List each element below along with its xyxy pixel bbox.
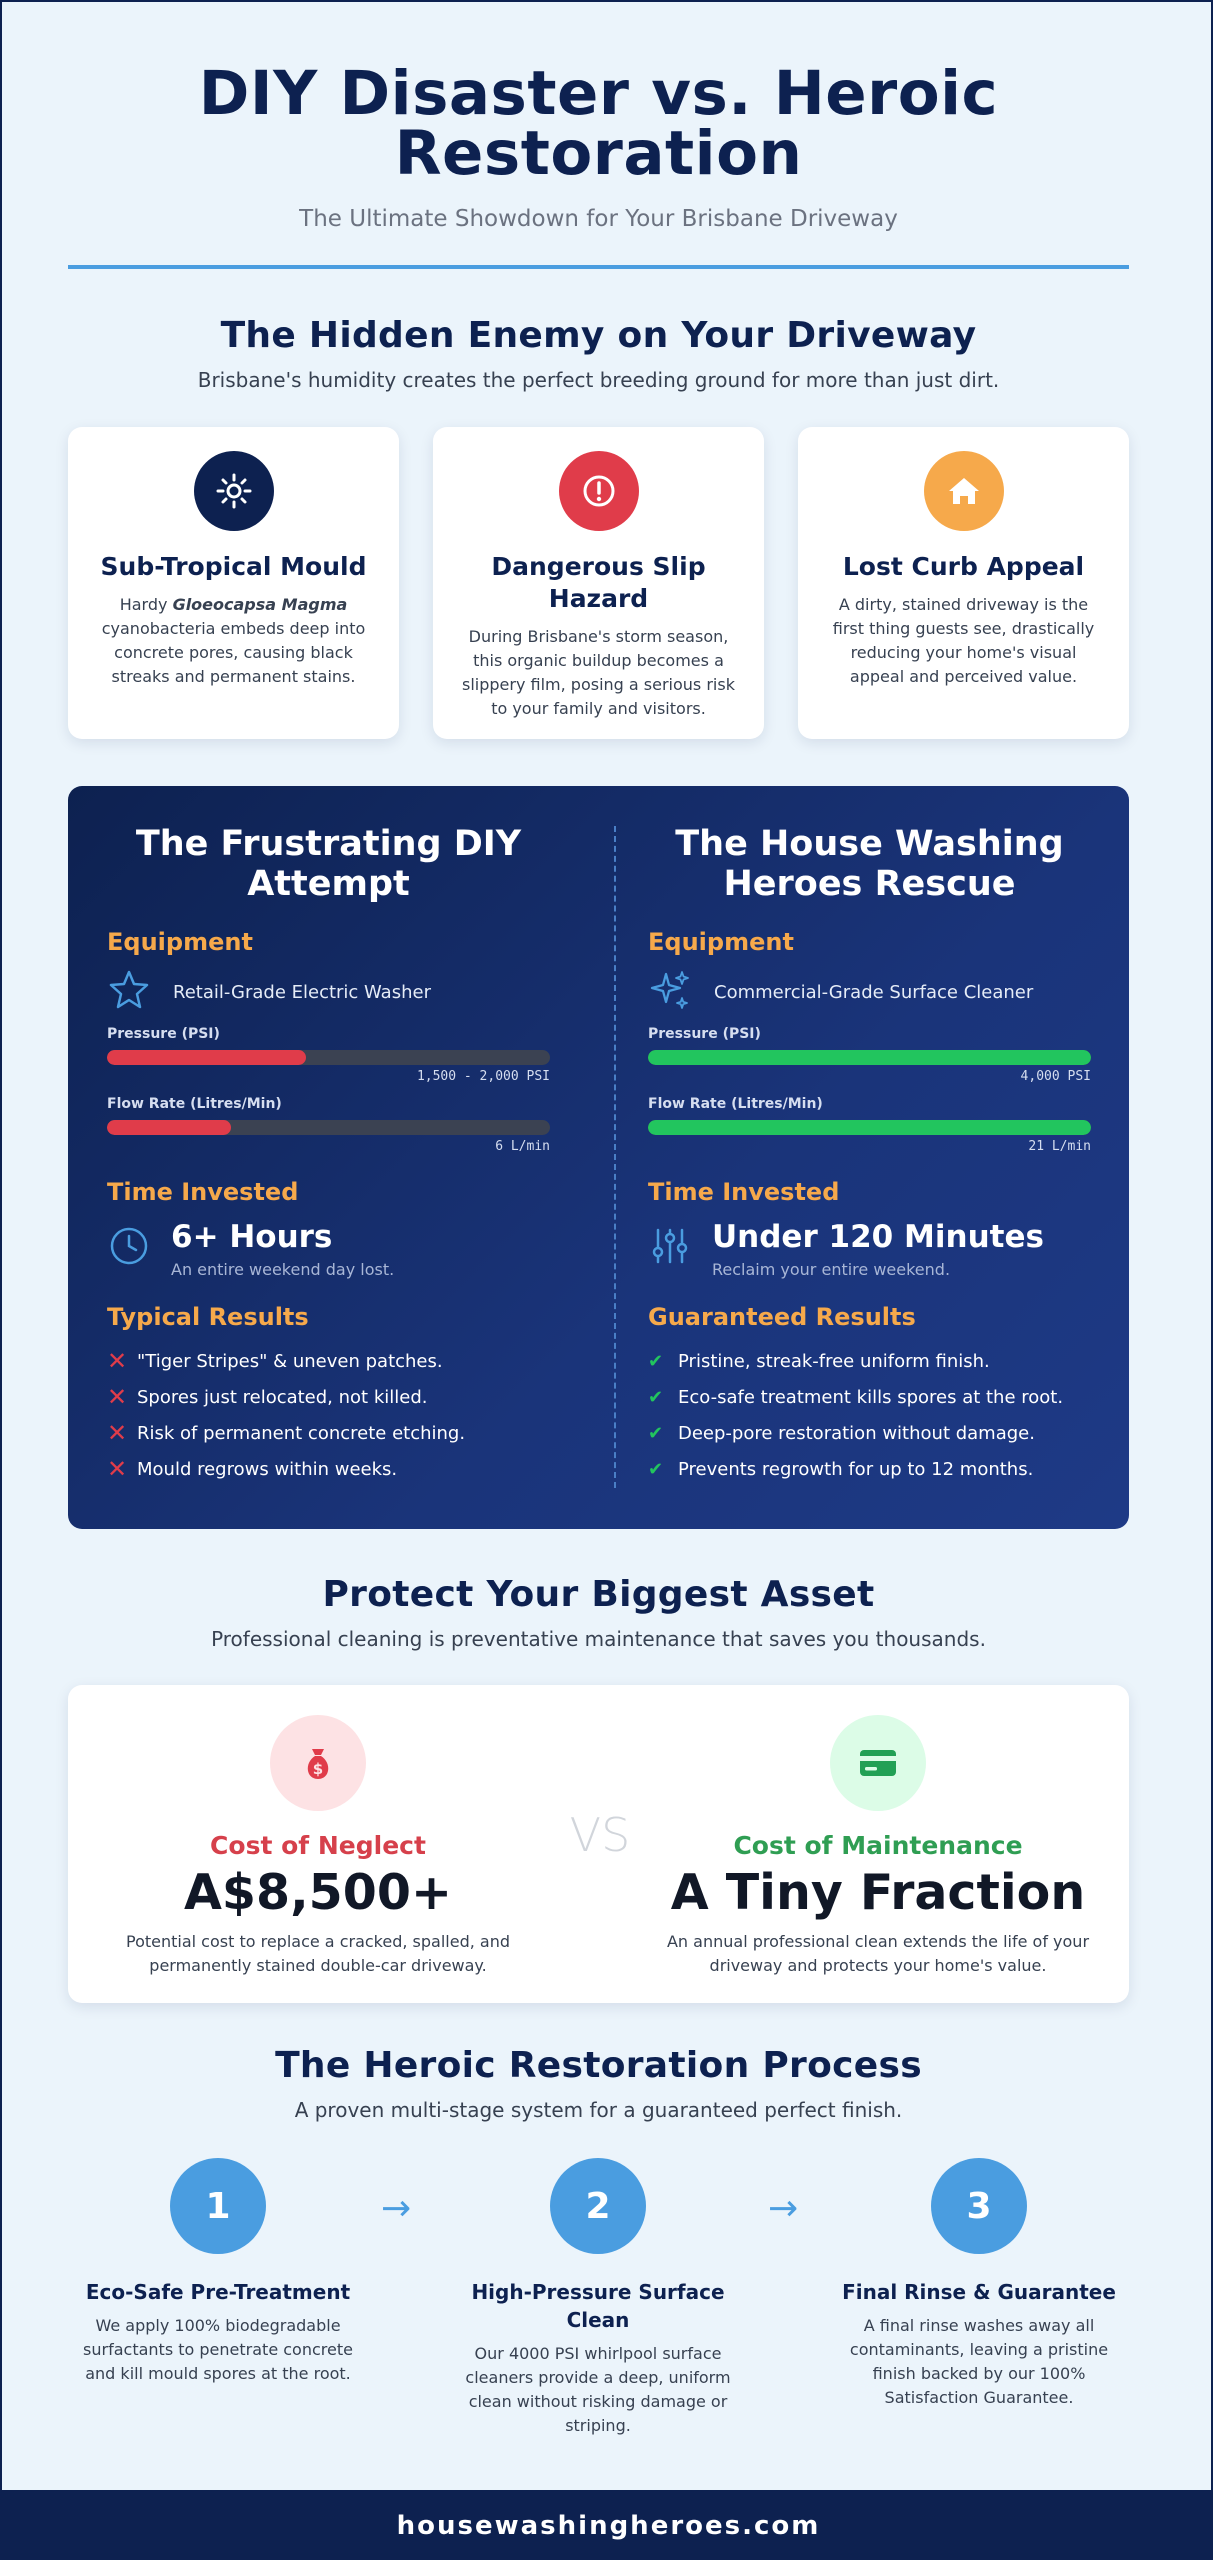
home-icon — [924, 451, 1004, 531]
process-title: The Heroic Restoration Process — [275, 2045, 922, 2086]
enemy-title: The Hidden Enemy on Your Driveway — [220, 315, 977, 356]
card-title: Lost Curb Appeal — [842, 552, 1085, 581]
step-text: Our 4000 PSI whirlpool surface cleaners provide a deep, uniform clean without risking damage or striping. — [465, 2344, 731, 2435]
heroes-equipment — [648, 970, 1091, 1014]
page-title-line-1: DIY Disaster vs. Heroic — [198, 58, 999, 129]
header-divider — [68, 265, 1129, 269]
heroes-time — [648, 1220, 1091, 1279]
enemy-cards — [68, 427, 1129, 739]
process-step-1 — [68, 2158, 368, 2386]
svg-text:$: $ — [312, 1760, 324, 1778]
card-curb-appeal — [798, 427, 1129, 739]
heroes-time-heading: Time Invested — [648, 1178, 840, 1206]
maintenance-value: A Tiny Fraction — [670, 1864, 1086, 1921]
step-text: A final rinse washes away all contaminants, leaving a pristine finish backed by our 100% Satisfaction Guarantee. — [849, 2316, 1109, 2407]
heroes-equipment-heading: Equipment — [648, 928, 794, 956]
cross-icon: ✕ — [107, 1347, 128, 1375]
page-title-line-2: Restoration — [394, 118, 803, 189]
heroes-pressure-meter — [648, 1050, 1091, 1065]
column-divider — [614, 826, 616, 1488]
star-icon — [107, 968, 151, 1016]
sparkles-icon — [648, 968, 692, 1016]
process-subtitle: A proven multi-stage system for a guaranteed perfect finish. — [294, 2098, 903, 2122]
diy-pressure-value: 1,500 - 2,000 PSI — [416, 1069, 550, 1084]
heroes-flow-label: Flow Rate (Litres/Min) — [648, 1096, 823, 1112]
step-title: High-Pressure Surface Clean — [471, 2280, 725, 2332]
warning-icon — [559, 451, 639, 531]
clock-icon — [107, 1224, 151, 1272]
neglect-value: A$8,500+ — [183, 1864, 453, 1921]
maintenance-heading: Cost of Maintenance — [733, 1831, 1023, 1860]
money-bag-icon — [270, 1715, 366, 1811]
diy-time-value: 6+ Hours — [171, 1219, 333, 1255]
heroes-pressure-value: 4,000 PSI — [1020, 1069, 1091, 1084]
step-title: Eco-Safe Pre-Treatment — [85, 2280, 351, 2304]
process-steps — [68, 2158, 1129, 2438]
heroes-column — [648, 824, 1091, 1487]
diy-flow-meter — [107, 1120, 550, 1135]
diy-time-heading: Time Invested — [107, 1178, 299, 1206]
neglect-text: Potential cost to replace a cracked, spalled, and permanently stained double-car driveway. — [125, 1932, 510, 1975]
cross-icon: ✕ — [107, 1419, 128, 1447]
page-title — [68, 58, 1129, 189]
vs-label: VS — [569, 1808, 631, 1862]
mould-icon — [194, 451, 274, 531]
comparison-panel — [68, 786, 1129, 1529]
result-text: "Tiger Stripes" & uneven patches. — [137, 1350, 443, 1372]
enemy-subtitle: Brisbane's humidity creates the perfect breeding ground for more than just dirt. — [197, 368, 1000, 392]
diy-time-note: An entire weekend day lost. — [171, 1260, 395, 1279]
list-item — [648, 1379, 1091, 1415]
meter-fill — [107, 1120, 231, 1135]
step-number: 2 — [550, 2158, 646, 2254]
check-icon: ✔ — [648, 1422, 664, 1444]
process-section — [68, 2045, 1129, 2122]
check-icon: ✔ — [648, 1386, 664, 1408]
diy-equipment — [107, 970, 550, 1014]
diy-flow-label: Flow Rate (Litres/Min) — [107, 1096, 282, 1112]
step-text: We apply 100% biodegradable surfactants to penetrate concrete and kill mould spores at the root. — [83, 2316, 353, 2383]
step-title: Final Rinse & Guarantee — [842, 2280, 1116, 2304]
heroes-title: The House Washing Heroes Rescue — [675, 824, 1064, 904]
card-title: Dangerous Slip Hazard — [491, 552, 706, 613]
diy-title: The Frustrating DIY Attempt — [135, 824, 522, 904]
page-subtitle: The Ultimate Showdown for Your Brisbane Driveway — [299, 206, 898, 232]
cost-neglect — [98, 1715, 538, 1978]
card-slip-hazard — [433, 427, 764, 739]
check-icon: ✔ — [648, 1350, 664, 1372]
diy-equipment-label: Retail-Grade Electric Washer — [173, 981, 431, 1003]
species-name: Gloeocapsa Magma — [172, 595, 348, 614]
sliders-icon — [648, 1224, 692, 1272]
card-title: Sub-Tropical Mould — [100, 552, 367, 581]
cross-icon: ✕ — [107, 1383, 128, 1411]
heroes-flow-value: 21 L/min — [1028, 1139, 1091, 1154]
diy-equipment-heading: Equipment — [107, 928, 253, 956]
heroes-time-value: Under 120 Minutes — [712, 1219, 1044, 1255]
card-mould — [68, 427, 399, 739]
list-item — [107, 1343, 550, 1379]
card-text-part: Hardy — [119, 595, 173, 614]
asset-subtitle: Professional cleaning is preventative maintenance that saves you thousands. — [211, 1627, 986, 1651]
footer — [2, 2490, 1213, 2560]
card-text: During Brisbane's storm season, this organic buildup becomes a slippery film, posing a serious risk to your family and visitors. — [462, 627, 735, 718]
result-text: Deep-pore restoration without damage. — [678, 1422, 1035, 1444]
list-item — [107, 1379, 550, 1415]
diy-time — [107, 1220, 550, 1279]
asset-section — [68, 1574, 1129, 1651]
heroes-equipment-label: Commercial-Grade Surface Cleaner — [714, 981, 1034, 1003]
arrow-right-icon: → — [768, 2188, 799, 2229]
heroes-pressure-label: Pressure (PSI) — [648, 1026, 761, 1042]
diy-pressure-label: Pressure (PSI) — [107, 1026, 220, 1042]
enemy-section — [68, 315, 1129, 718]
diy-flow-value: 6 L/min — [495, 1139, 550, 1154]
result-text: Pristine, streak-free uniform finish. — [678, 1350, 990, 1372]
asset-title: Protect Your Biggest Asset — [322, 1574, 875, 1615]
result-text: Prevents regrowth for up to 12 months. — [678, 1458, 1034, 1480]
list-item — [648, 1343, 1091, 1379]
neglect-heading: Cost of Neglect — [210, 1831, 426, 1860]
arrow-right-icon: → — [381, 2188, 412, 2229]
meter-fill — [648, 1050, 1091, 1065]
list-item — [648, 1451, 1091, 1487]
header — [68, 58, 1129, 232]
process-step-3 — [829, 2158, 1129, 2410]
card-text: A dirty, stained driveway is the first thing guests see, drastically reducing your home's visual appeal and perceived value. — [832, 595, 1095, 686]
heroes-time-note: Reclaim your entire weekend. — [712, 1260, 951, 1279]
cost-comparison-card — [68, 1685, 1129, 2003]
maintenance-text: An annual professional clean extends the life of your driveway and protects your home's value. — [666, 1932, 1090, 1975]
diy-results-list — [107, 1343, 550, 1487]
check-icon: ✔ — [648, 1458, 664, 1480]
step-number: 1 — [170, 2158, 266, 2254]
meter-fill — [648, 1120, 1091, 1135]
diy-results-heading: Typical Results — [107, 1303, 309, 1331]
result-text: Risk of permanent concrete etching. — [137, 1422, 466, 1444]
heroes-flow-meter — [648, 1120, 1091, 1135]
credit-card-icon — [830, 1715, 926, 1811]
footer-url: housewashingheroes.com — [396, 2511, 821, 2541]
cross-icon: ✕ — [107, 1455, 128, 1483]
card-text-part: cyanobacteria embeds deep into concrete pores, causing black streaks and permanent stains. — [101, 619, 366, 686]
result-text: Eco-safe treatment kills spores at the root. — [678, 1386, 1064, 1408]
heroes-results-list — [648, 1343, 1091, 1487]
diy-pressure-meter — [107, 1050, 550, 1065]
result-text: Mould regrows within weeks. — [137, 1458, 398, 1480]
list-item — [107, 1415, 550, 1451]
result-text: Spores just relocated, not killed. — [137, 1386, 428, 1408]
list-item — [107, 1451, 550, 1487]
meter-fill — [107, 1050, 306, 1065]
card-text — [96, 593, 371, 689]
cost-maintenance — [658, 1715, 1098, 1978]
process-step-2 — [448, 2158, 748, 2438]
step-number: 3 — [931, 2158, 1027, 2254]
heroes-results-heading: Guaranteed Results — [648, 1303, 916, 1331]
list-item — [648, 1415, 1091, 1451]
diy-column — [107, 824, 550, 1487]
